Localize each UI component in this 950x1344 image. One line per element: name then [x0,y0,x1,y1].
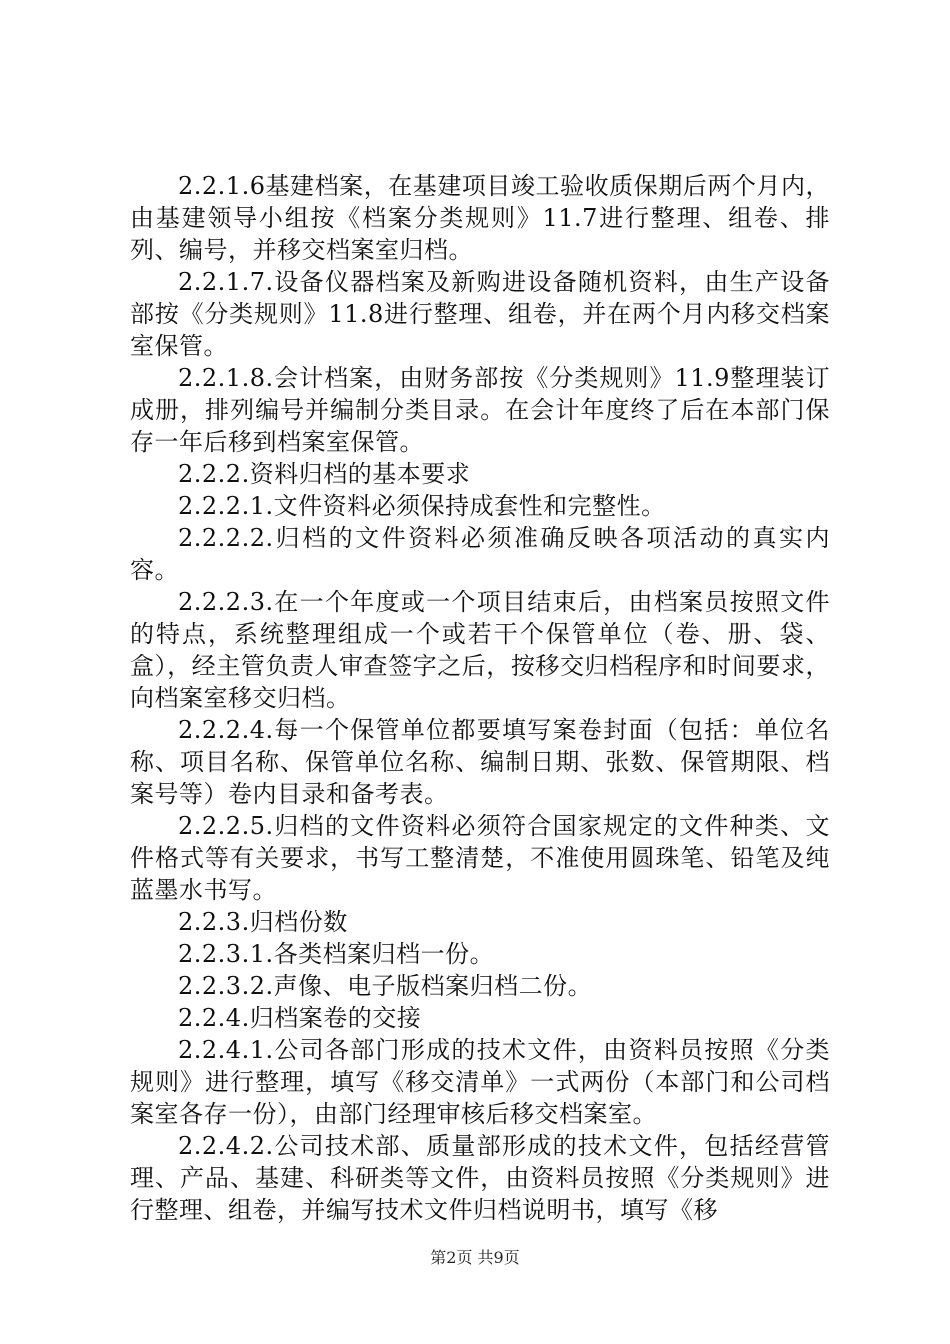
heading-2-2-3: 2.2.3.归档份数 [178,908,348,936]
paragraph-2-2-1-6: 2.2.1.6基建档案，在基建项目竣工验收质保期后两个月内，由基建领导小组按《档案分类规则》11.7进行整理、组卷、排列、编号，并移交档案室归档。 [130,172,830,264]
paragraph-2-2-1-8: 2.2.1.8.会计档案，由财务部按《分类规则》11.9整理装订成册，排列编号并编制分类目录。在会计年度终了后在本部门保存一年后移到档案室保管。 [130,364,830,456]
heading-2-2-4: 2.2.4.归档案卷的交接 [178,1004,422,1032]
heading-2-2-2: 2.2.2.资料归档的基本要求 [178,460,471,488]
paragraph-2-2-4-2: 2.2.4.2.公司技术部、质量部形成的技术文件，包括经营管理、产品、基建、科研类等文件，由资料员按照《分类规则》进行整理、组卷，并编写技术文件归档说明书，填写《移 [130,1132,830,1224]
paragraph-2-2-2-3: 2.2.2.3.在一个年度或一个项目结束后，由档案员按照文件的特点，系统整理组成一个或若干个保管单位（卷、册、袋、盒），经主管负责人审查签字之后，按移交归档程序和时间要求，向档案室移交归档。 [130,588,830,712]
paragraph-2-2-2-1: 2.2.2.1.文件资料必须保持成套性和完整性。 [178,492,666,520]
page-number-footer: 第2页 共9页 [430,1248,520,1267]
paragraph-2-2-2-2: 2.2.2.2.归档的文件资料必须准确反映各项活动的真实内容。 [130,524,830,584]
paragraph-2-2-3-1: 2.2.3.1.各类档案归档一份。 [178,940,495,968]
paragraph-2-2-3-2: 2.2.3.2.声像、电子版档案归档二份。 [178,972,593,1000]
document-body [130,170,830,1226]
paragraph-2-2-1-7: 2.2.1.7.设备仪器档案及新购进设备随机资料，由生产设备部按《分类规则》11.8进行整理、组卷，并在两个月内移交档案室保管。 [130,268,830,360]
paragraph-2-2-4-1: 2.2.4.1.公司各部门形成的技术文件，由资料员按照《分类规则》进行整理，填写《移交清单》一式两份（本部门和公司档案室各存一份），由部门经理审核后移交档案室。 [130,1036,830,1128]
paragraph-2-2-2-5: 2.2.2.5.归档的文件资料必须符合国家规定的文件种类、文件格式等有关要求，书写工整清楚，不准使用圆珠笔、铅笔及纯蓝墨水书写。 [130,812,830,904]
paragraph-2-2-2-4: 2.2.2.4.每一个保管单位都要填写案卷封面（包括：单位名称、项目名称、保管单位名称、编制日期、张数、保管期限、档案号等）卷内目录和备考表。 [130,716,830,808]
